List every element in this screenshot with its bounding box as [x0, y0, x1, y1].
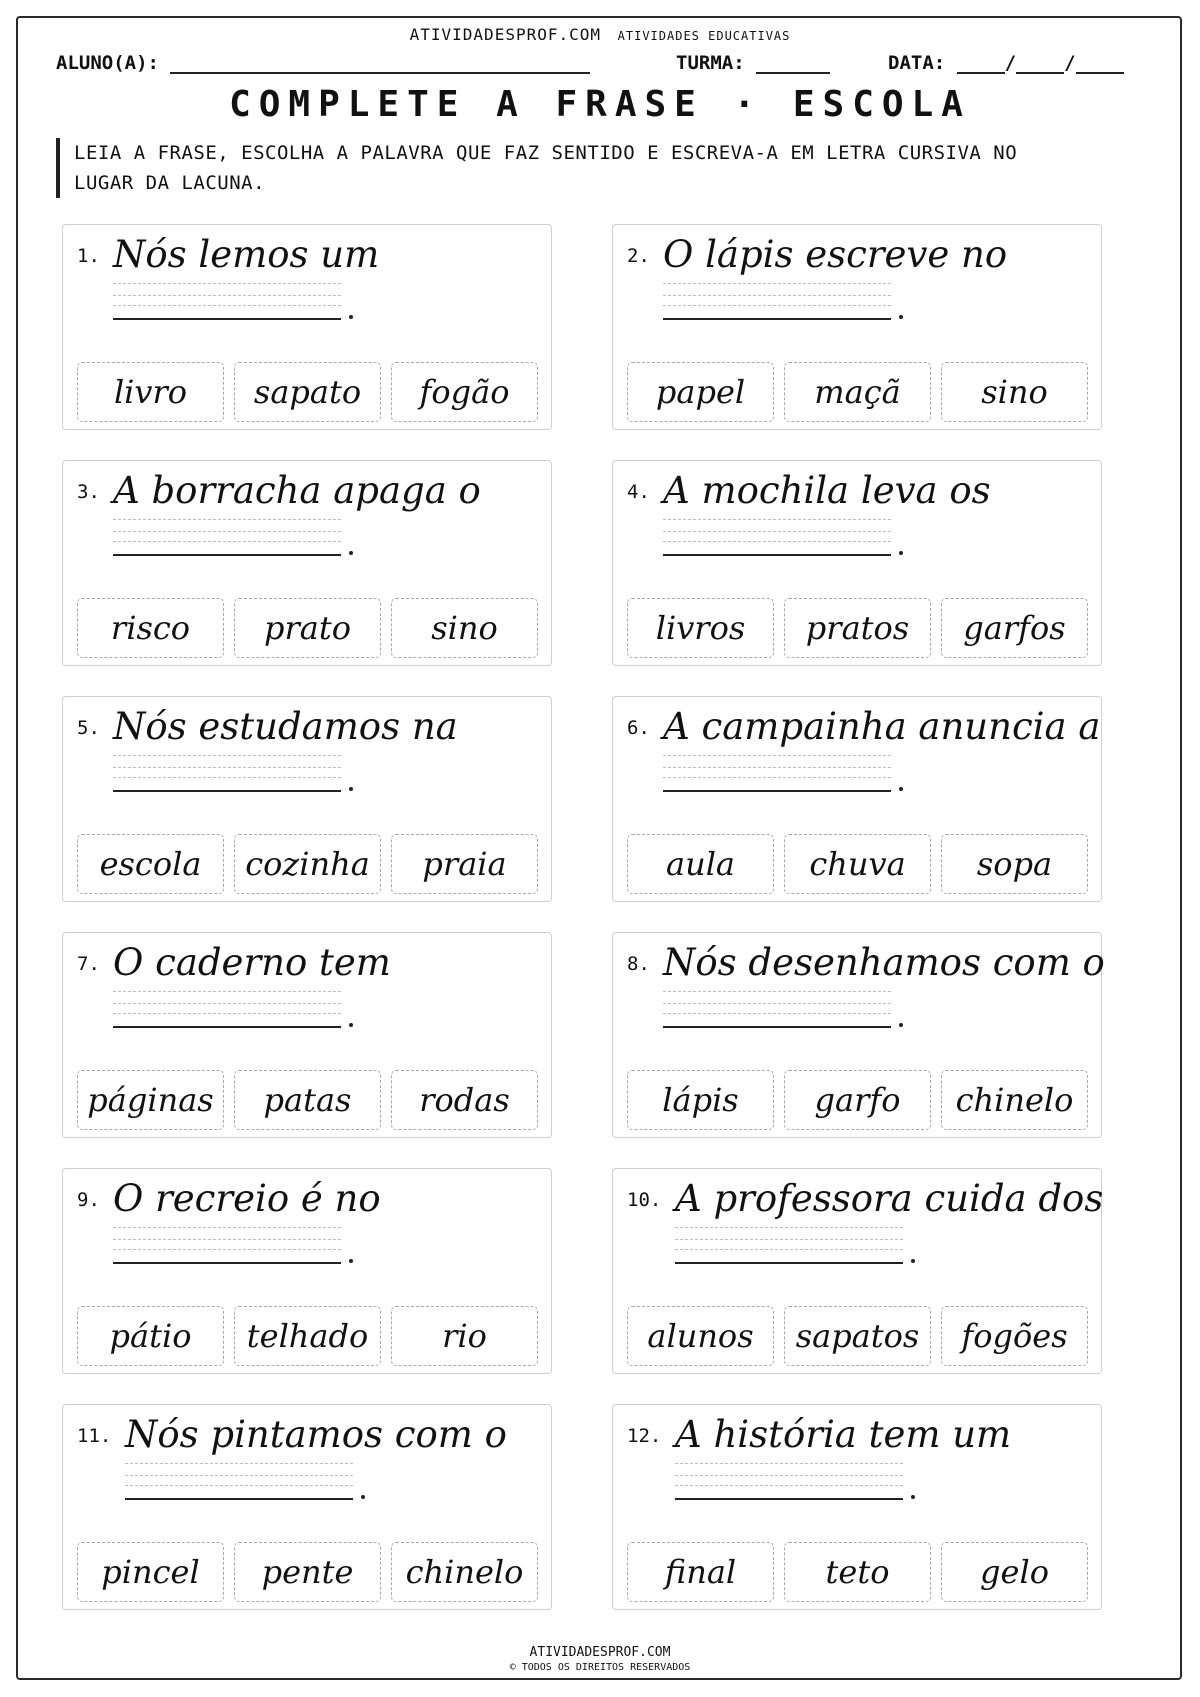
exercise-number: 9. [77, 1189, 100, 1211]
word-option[interactable]: final [627, 1542, 774, 1602]
student-label: ALUNO(A): [56, 52, 159, 74]
date-field[interactable] [888, 52, 1124, 74]
word-option[interactable]: sino [941, 362, 1088, 422]
guide-line [663, 991, 891, 992]
guide-line [663, 767, 891, 768]
guide-line [113, 777, 341, 778]
word-option[interactable]: prato [234, 598, 381, 658]
exercise-card [62, 1168, 552, 1374]
word-option[interactable]: chuva [784, 834, 931, 894]
exercise-number: 5. [77, 717, 100, 739]
date-sep: / [1004, 52, 1017, 74]
word-option[interactable]: maçã [784, 362, 931, 422]
date-label: DATA: [888, 52, 946, 74]
period-dot [349, 1259, 353, 1263]
period-dot [349, 787, 353, 791]
date-month-line[interactable] [1016, 54, 1064, 74]
guide-line [663, 519, 891, 520]
exercise-number: 3. [77, 481, 100, 503]
word-option[interactable]: patas [234, 1070, 381, 1130]
word-option[interactable]: papel [627, 362, 774, 422]
guide-line [113, 531, 341, 532]
exercise-sentence: A mochila leva os [663, 469, 991, 512]
word-option[interactable]: sapato [234, 362, 381, 422]
answer-blank[interactable] [113, 1026, 341, 1028]
exercise-sentence: Nós desenhamos com o [663, 941, 1105, 984]
word-option[interactable]: praia [391, 834, 538, 894]
student-field[interactable] [56, 52, 590, 74]
exercise-sentence: A professora cuida dos [675, 1177, 1104, 1220]
instruction: LEIA A FRASE, ESCOLHA A PALAVRA QUE FAZ SENTIDO E ESCREVA-A EM LETRA CURSIVA NO LUGAR DA LACUNA. [56, 138, 1074, 198]
answer-blank[interactable] [663, 1026, 891, 1028]
footer-site: ATIVIDADESPROF.COM [529, 1645, 671, 1660]
guide-line [113, 991, 341, 992]
guide-line [675, 1249, 903, 1250]
guide-line [663, 305, 891, 306]
student-line[interactable] [170, 54, 590, 74]
word-option[interactable]: pincel [77, 1542, 224, 1602]
site-tagline: ATIVIDADES EDUCATIVAS [617, 29, 791, 43]
guide-line [663, 283, 891, 284]
exercise-sentence: O caderno tem [113, 941, 391, 984]
word-option[interactable]: pente [234, 1542, 381, 1602]
exercise-number: 12. [627, 1425, 662, 1447]
word-option[interactable]: lápis [627, 1070, 774, 1130]
word-option[interactable]: livros [627, 598, 774, 658]
word-option[interactable]: risco [77, 598, 224, 658]
period-dot [361, 1495, 365, 1499]
word-option[interactable]: fogões [941, 1306, 1088, 1366]
period-dot [899, 551, 903, 555]
word-option[interactable]: sino [391, 598, 538, 658]
guide-line [675, 1463, 903, 1464]
period-dot [899, 787, 903, 791]
word-option[interactable]: pratos [784, 598, 931, 658]
exercise-sentence: A história tem um [675, 1413, 1012, 1456]
word-option[interactable]: sopa [941, 834, 1088, 894]
footer-rights: © TODOS OS DIREITOS RESERVADOS [509, 1662, 691, 1673]
exercise-sentence: Nós estudamos na [113, 705, 458, 748]
guide-line [125, 1475, 353, 1476]
word-option[interactable]: chinelo [941, 1070, 1088, 1130]
exercise-card [612, 1168, 1102, 1374]
guide-line [113, 1013, 341, 1014]
guide-line [113, 295, 341, 296]
guide-line [113, 519, 341, 520]
period-dot [911, 1495, 915, 1499]
period-dot [899, 315, 903, 319]
answer-blank[interactable] [675, 1262, 903, 1264]
exercise-card [62, 696, 552, 902]
period-dot [349, 1023, 353, 1027]
guide-line [663, 541, 891, 542]
page-title: COMPLETE A FRASE · ESCOLA [229, 84, 971, 125]
word-option[interactable]: pátio [77, 1306, 224, 1366]
class-line[interactable] [756, 54, 830, 74]
answer-blank[interactable] [113, 318, 341, 320]
word-option[interactable]: páginas [77, 1070, 224, 1130]
word-option[interactable]: gelo [941, 1542, 1088, 1602]
guide-line [125, 1463, 353, 1464]
word-option[interactable]: aula [627, 834, 774, 894]
guide-line [675, 1239, 903, 1240]
guide-line [113, 755, 341, 756]
exercise-sentence: A campainha anuncia a [663, 705, 1101, 748]
answer-blank[interactable] [113, 554, 341, 556]
exercise-sentence: O lápis escreve no [663, 233, 1008, 276]
guide-line [113, 305, 341, 306]
exercise-number: 4. [627, 481, 650, 503]
word-option[interactable]: garfos [941, 598, 1088, 658]
guide-line [675, 1227, 903, 1228]
exercise-sentence: Nós lemos um [113, 233, 380, 276]
guide-line [113, 283, 341, 284]
guide-line [675, 1485, 903, 1486]
exercise-card [612, 460, 1102, 666]
exercise-card [612, 696, 1102, 902]
guide-line [113, 1227, 341, 1228]
guide-line [125, 1485, 353, 1486]
guide-line [675, 1475, 903, 1476]
guide-line [113, 1249, 341, 1250]
exercise-number: 8. [627, 953, 650, 975]
exercise-card [612, 224, 1102, 430]
site-header [0, 25, 1200, 44]
period-dot [911, 1259, 915, 1263]
period-dot [899, 1023, 903, 1027]
answer-blank[interactable] [113, 790, 341, 792]
word-option[interactable]: cozinha [234, 834, 381, 894]
guide-line [663, 531, 891, 532]
word-option[interactable]: garfo [784, 1070, 931, 1130]
answer-blank[interactable] [663, 790, 891, 792]
guide-line [663, 1013, 891, 1014]
exercise-number: 7. [77, 953, 100, 975]
word-option[interactable]: escola [77, 834, 224, 894]
exercise-card [62, 932, 552, 1138]
exercise-number: 11. [77, 1425, 112, 1447]
word-option[interactable]: fogão [391, 362, 538, 422]
exercise-card [62, 1404, 552, 1610]
guide-line [663, 1003, 891, 1004]
exercise-sentence: A borracha apaga o [113, 469, 481, 512]
word-option[interactable]: sapatos [784, 1306, 931, 1366]
date-sep: / [1064, 52, 1076, 74]
exercise-sentence: Nós pintamos com o [125, 1413, 507, 1456]
answer-blank[interactable] [113, 1262, 341, 1264]
exercise-card [62, 460, 552, 666]
word-option[interactable]: telhado [234, 1306, 381, 1366]
word-option[interactable]: rodas [391, 1070, 538, 1130]
guide-line [113, 1003, 341, 1004]
guide-line [113, 1239, 341, 1240]
exercise-card [612, 1404, 1102, 1610]
guide-line [663, 777, 891, 778]
exercise-number: 2. [627, 245, 650, 267]
date-day-line[interactable] [957, 54, 1005, 74]
exercise-sentence: O recreio é no [113, 1177, 381, 1220]
answer-blank[interactable] [675, 1498, 903, 1500]
date-year-line[interactable] [1076, 54, 1124, 74]
exercise-number: 6. [627, 717, 650, 739]
class-label: TURMA: [676, 52, 745, 74]
exercise-card [612, 932, 1105, 1138]
guide-line [113, 767, 341, 768]
guide-line [663, 755, 891, 756]
guide-line [113, 541, 341, 542]
word-option[interactable]: alunos [627, 1306, 774, 1366]
exercise-number: 10. [627, 1189, 662, 1211]
word-option[interactable]: livro [77, 362, 224, 422]
period-dot [349, 551, 353, 555]
word-option[interactable]: rio [391, 1306, 538, 1366]
period-dot [349, 315, 353, 319]
answer-blank[interactable] [663, 318, 891, 320]
word-option[interactable]: teto [784, 1542, 931, 1602]
answer-blank[interactable] [663, 554, 891, 556]
exercise-number: 1. [77, 245, 100, 267]
word-option[interactable]: chinelo [391, 1542, 538, 1602]
answer-blank[interactable] [125, 1498, 353, 1500]
exercise-card [62, 224, 552, 430]
class-field[interactable] [676, 52, 830, 74]
guide-line [663, 295, 891, 296]
site-name: ATIVIDADESPROF.COM [409, 25, 602, 44]
